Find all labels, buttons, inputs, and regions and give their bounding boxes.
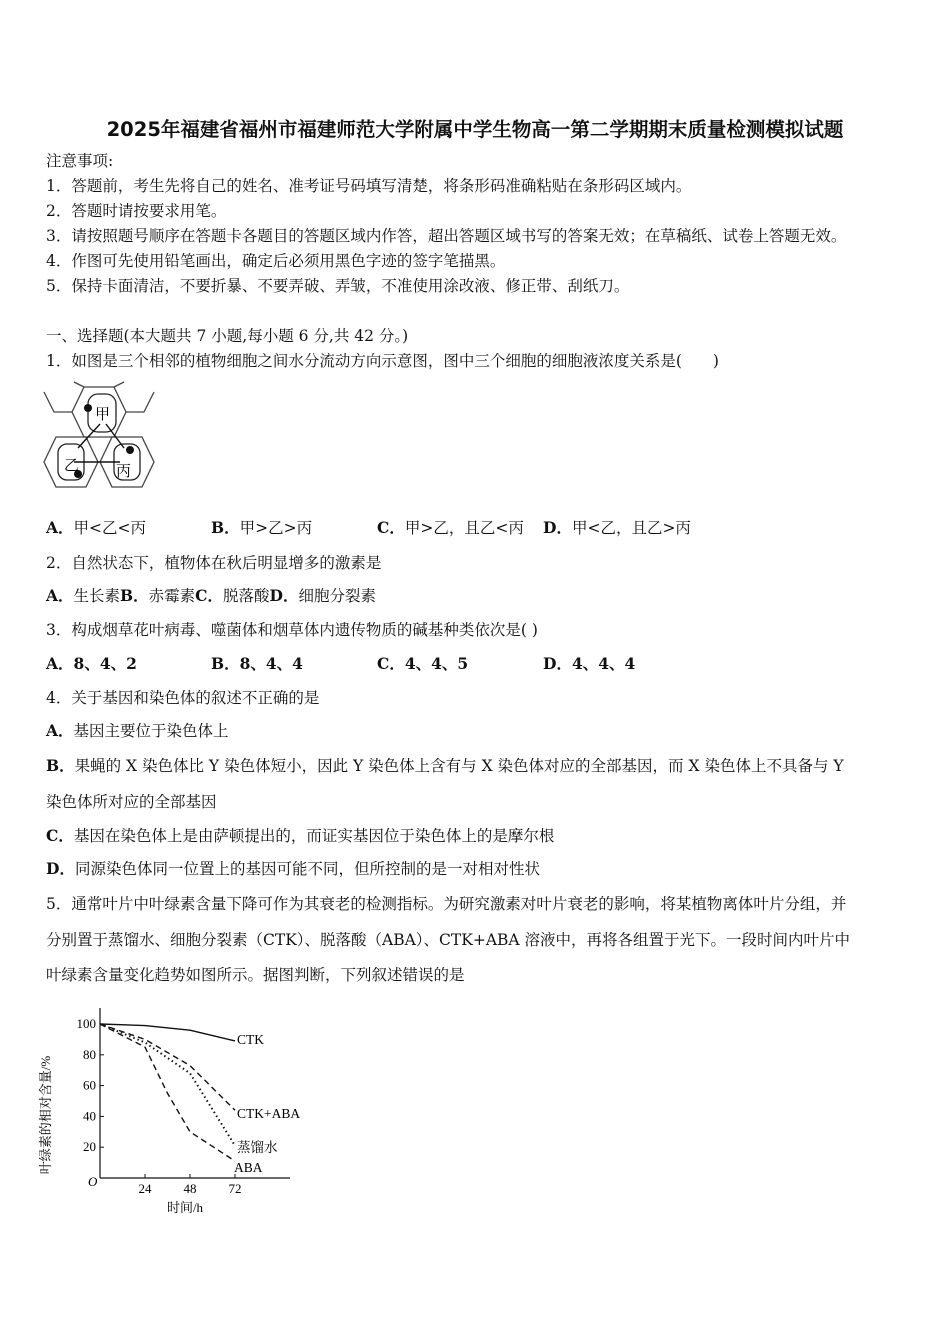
option-d[interactable]: D．4、4、4 — [543, 654, 636, 673]
cell-label-yi: 乙 — [64, 458, 80, 474]
x-tick-label: 72 — [228, 1181, 242, 1196]
option-b[interactable]: B．8、4、4 — [211, 654, 303, 673]
note-item: 5．保持卡面清洁，不要折暴、不要弄破、弄皱，不准使用涂改液、修正带、刮纸刀。 — [46, 277, 630, 295]
question-1-stem: 1．如图是三个相邻的植物细胞之间水分流动方向示意图，图中三个细胞的细胞液浓度关系是( ) — [46, 352, 719, 370]
page-title: 2025年福建省福州市福建师范大学附属中学生物高一第二学期期末质量检测模拟试题 — [106, 118, 844, 141]
option-d[interactable]: D．甲<乙，且乙>丙 — [543, 518, 691, 537]
origin-label: O — [88, 1174, 98, 1189]
series-line-CTK — [100, 1024, 235, 1041]
chlorophyll-chart — [40, 1000, 340, 1230]
option-a[interactable]: A．8、4、2 — [46, 654, 137, 673]
y-tick-label: 100 — [76, 1016, 96, 1031]
question-4-stem: 4．关于基因和染色体的叙述不正确的是 — [46, 689, 320, 707]
option-b[interactable]: B．甲>乙>丙 — [211, 518, 313, 537]
cell-label-jia: 甲 — [95, 407, 111, 423]
question-2-stem: 2．自然状态下，植物体在秋后明显增多的激素是 — [46, 554, 382, 572]
cell-water-flow-diagram — [44, 382, 159, 492]
question-3-stem: 3．构成烟草花叶病毒、噬菌体和烟草体内遗传物质的碱基种类依次是( ) — [46, 621, 538, 639]
cell-label-bing: 丙 — [116, 464, 132, 480]
series-line-CTK+ABA — [100, 1024, 235, 1110]
y-tick-label: 20 — [83, 1139, 96, 1155]
series-label: 蒸馏水 — [237, 1140, 278, 1155]
series-label: CTK — [237, 1032, 264, 1047]
option-b-continued: 染色体所对应的全部基因 — [46, 793, 217, 811]
note-item: 4．作图可先使用铅笔画出，确定后必须用黑色字迹的签字笔描黑。 — [46, 252, 506, 270]
y-tick-label: 80 — [83, 1046, 96, 1062]
note-item: 2．答题时请按要求用笔。 — [46, 202, 227, 220]
option-d[interactable]: D．同源染色体同一位置上的基因可能不同，但所控制的是一对相对性状 — [46, 859, 540, 878]
x-axis-label: 时间/h — [166, 1200, 204, 1215]
question-5-line: 分别置于蒸馏水、细胞分裂素（CTK）、脱落酸（ABA）、CTK+ABA 溶液中，再将各组置于光下。一段时间内叶片中 — [46, 931, 851, 949]
series-label: ABA — [234, 1160, 263, 1175]
option-b[interactable]: B．果蝇的 X 染色体比 Y 染色体短小，因此 Y 染色体上含有与 X 染色体对应的全部基因，而 X 染色体上不具备与 Y — [46, 756, 844, 775]
y-tick-label: 40 — [83, 1108, 96, 1124]
section-heading: 一、选择题(本大题共 7 小题,每小题 6 分,共 42 分。) — [46, 327, 409, 345]
option-c[interactable]: C．4、4、5 — [377, 654, 469, 673]
option-a[interactable]: A．甲<乙<丙 — [46, 518, 147, 537]
series-label: CTK+ABA — [237, 1106, 301, 1121]
series-line-蒸馏水 — [100, 1024, 235, 1146]
notes-heading: 注意事项: — [46, 152, 114, 170]
note-item: 1．答题前，考生先将自己的姓名、准考证号码填写清楚，将条形码准确粘贴在条形码区域内。 — [46, 177, 692, 195]
question-5-line: 叶绿素含量变化趋势如图所示。据图判断，下列叙述错误的是 — [46, 966, 465, 984]
question-5-line: 5．通常叶片中叶绿素含量下降可作为其衰老的检测指标。为研究激素对叶片衰老的影响，将某植物离体叶片分组，并 — [46, 895, 847, 913]
x-tick-label: 48 — [183, 1181, 197, 1196]
option-c[interactable]: C．基因在染色体上是由萨顿提出的，而证实基因位于染色体上的是摩尔根 — [46, 826, 555, 845]
question-2-options: A．生长素B．赤霉素C．脱落酸D．细胞分裂素 — [46, 586, 376, 605]
option-a[interactable]: A．基因主要位于染色体上 — [46, 721, 229, 740]
option-c[interactable]: C．甲>乙，且乙<丙 — [377, 518, 524, 537]
y-axis-label: 叶绿素的相对含量/% — [38, 1055, 53, 1175]
x-tick-label: 24 — [138, 1181, 152, 1196]
y-tick-label: 60 — [83, 1077, 96, 1093]
note-item: 3．请按照题号顺序在答题卡各题目的答题区域内作答，超出答题区域书写的答案无效；在草稿纸、试卷上答题无效。 — [46, 227, 847, 245]
series-line-ABA — [100, 1024, 235, 1161]
